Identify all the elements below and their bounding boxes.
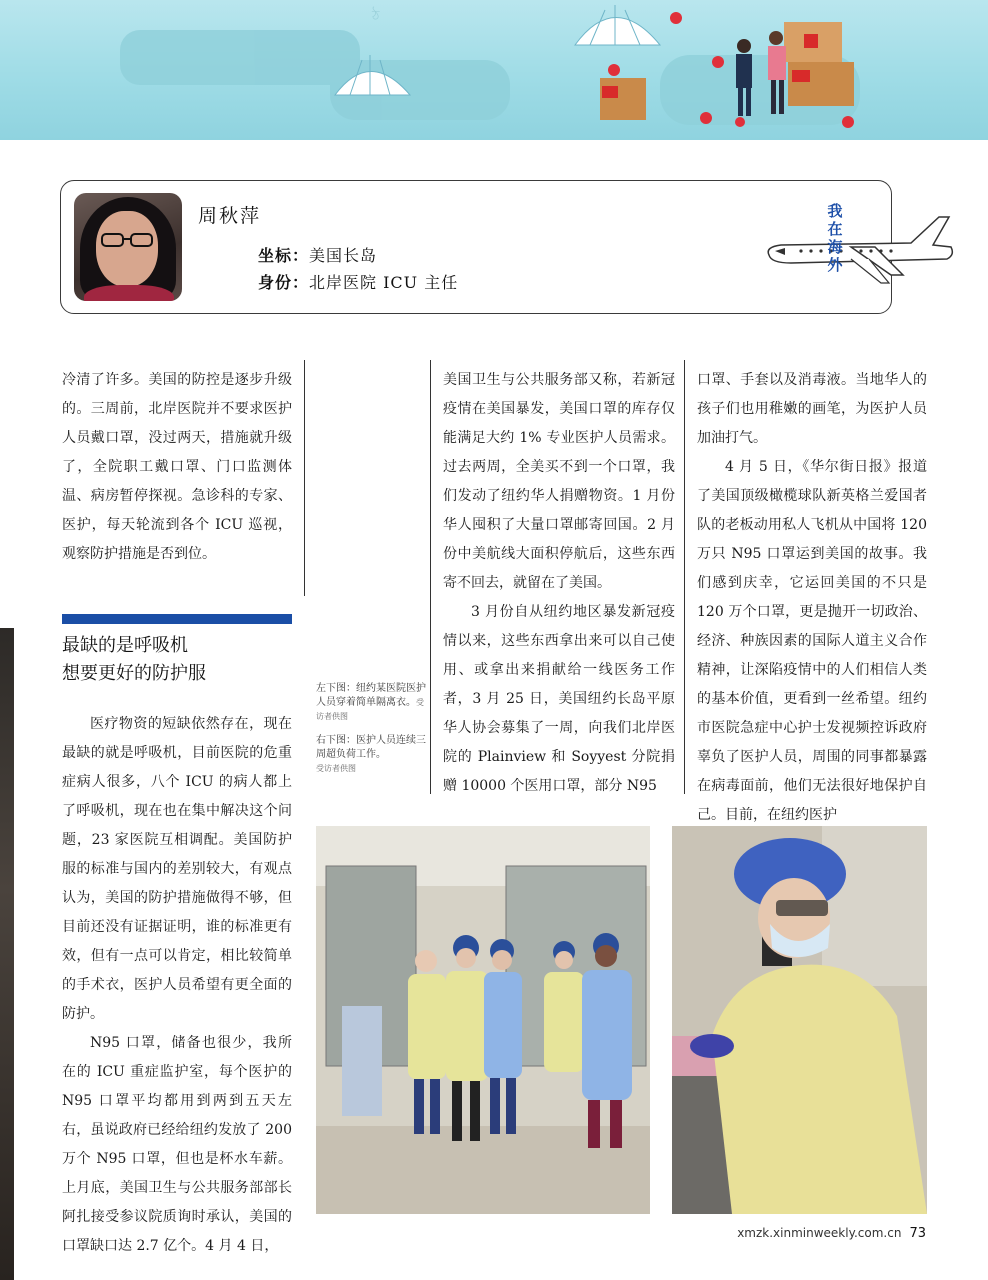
profile-card [60, 180, 892, 314]
adjacent-page-edge [0, 628, 14, 1280]
photo-medical-staff-group [316, 826, 650, 1214]
page-number: 73 [909, 1226, 926, 1241]
location-value: 美国长岛 [309, 246, 378, 265]
box-icon [784, 22, 854, 106]
page-footer [737, 1226, 926, 1241]
section-heading-line: 想要更好的防护服 [62, 663, 206, 684]
paragraph: 美国卫生与公共服务部又称，若新冠疫情在美国暴发，美国口罩的库存仅能满足大约 1% 专业医护人员需求。过去两周，全美买不到一个口罩，我们发动了纽约华人捐赠物资。1 月份华人囤积了大量口罩邮寄回国。2 月份中美航线大面积停航后，这些东西寄不回去，就留在了美国。 [443, 372, 675, 591]
caption-left [316, 682, 426, 724]
role-key: 身份： [258, 273, 310, 292]
paragraph: 4 月 5 日，《华尔街日报》报道了美国顶级橄榄球队新英格兰爱国者队的老板动用私人飞机从中国将 120 万只 N95 口罩运到美国的故事。我们感到庆幸，它运回美国的不只是 120 万个口罩，更是抛开一切政治、经济、种族因素的国际人道主义合作精神，让深陷疫情中的人们相信人类的基本价值，更看到一丝希望。纽约市医院急症中心护士发视频控诉政府辜负了医护人员，周围的同事都暴露在病毒面前，他们无法很好地保护自己。目前，在纽约医护 [697, 459, 927, 823]
caption-credit: 受访者供图 [316, 698, 424, 721]
banner-illustration [0, 0, 988, 140]
section-heading-line: 最缺的是呼吸机 [62, 635, 188, 656]
header-banner [0, 0, 988, 140]
map-pin-icon [670, 12, 682, 24]
caption-left-text: 左下图：纽约某医院医护人员穿着简单隔离衣。 [316, 683, 426, 708]
map-pin-icon [735, 117, 745, 127]
column-divider [684, 360, 685, 794]
caption-credit: 受访者供图 [316, 764, 356, 773]
paragraph: N95 口罩，储备也很少，我所在的 ICU 重症监护室，每个医护的 N95 口罩平均都用到两到五天左右，虽说政府已经给纽约发放了 200 万个 N95 口罩，但也是杯水车薪。上月底，美国卫生与公共服务部部长阿扎接受参议院质询时承认，美国的口罩缺口达 2.7 亿个。4 月 4 日， [62, 1035, 292, 1254]
svg-text:ঠ: ঠ [372, 7, 380, 23]
column-divider [430, 360, 431, 794]
column-label [824, 202, 846, 274]
paragraph: 冷清了许多。美国的防控是逐步升级的。三周前，北岸医院并不要求医护人员戴口罩，没过两天，措施就升级了，全院职工戴口罩、门口监测体温、病房暂停探视。急诊科的专家、医护，每天轮流到各个 ICU 巡视，观察防护措施是否到位。 [62, 372, 292, 562]
column-label-char: 我 [827, 202, 843, 220]
photo-captions [316, 682, 426, 786]
airplane-icon [761, 203, 957, 289]
map-pin-icon [608, 64, 620, 76]
article-column-1-top [62, 366, 292, 569]
caption-right [316, 734, 426, 776]
column-label-char: 海 [827, 238, 843, 256]
column-label-char: 外 [827, 256, 843, 274]
column-divider [304, 360, 305, 596]
glasses-icon [101, 233, 153, 247]
location-line [258, 243, 377, 266]
person-name: 周秋萍 [198, 205, 262, 227]
section-bar [62, 614, 292, 624]
article-column-3 [443, 366, 675, 801]
paragraph: 医疗物资的短缺依然存在，现在最缺的就是呼吸机，目前医院的危重症病人很多，八个 ICU 的病人都上了呼吸机，现在也在集中解决这个问题，23 家医院互相调配。美国防护服的标准与国内的差别较大，有观点认为，美国的防护措施做得不够，但目前还没有证据证明，谁的标准更有效，但有一点可以肯定，相比较简单的手术衣，医护人员希望有更全面的防护。 [62, 716, 292, 1022]
paragraph: 3 月份自从纽约地区暴发新冠疫情以来，这些东西拿出来可以自己使用、或拿出来捐献给一线医务工作者，3 月 25 日，美国纽约长岛平原华人协会募集了一周，向我们北岸医院的 Plainview 和 Soyyest 分院捐赠 10000 个医用口罩，部分 N95 [443, 604, 675, 794]
paragraph: 口罩、手套以及消毒液。当地华人的孩子们也用稚嫩的画笔，为医护人员加油打气。 [697, 372, 927, 446]
footer-site: xmzk.xinminweekly.com.cn [737, 1226, 902, 1240]
caption-right-text: 右下图：医护人员连续三周超负荷工作。 [316, 735, 426, 760]
avatar [74, 193, 182, 301]
article-column-4 [697, 366, 927, 830]
photo-nurse-at-workstation [672, 826, 927, 1214]
column-label-char: 在 [827, 220, 843, 238]
role-value: 北岸医院 ICU 主任 [309, 273, 459, 292]
map-pin-icon [712, 56, 724, 68]
parachute-icon [575, 5, 660, 45]
map-pin-icon [700, 112, 712, 124]
box-icon [600, 78, 646, 120]
location-key: 坐标： [258, 246, 310, 265]
article-column-1-bottom [62, 710, 292, 1261]
section-heading [62, 632, 292, 688]
map-pin-icon [842, 116, 854, 128]
role-line [258, 270, 458, 293]
